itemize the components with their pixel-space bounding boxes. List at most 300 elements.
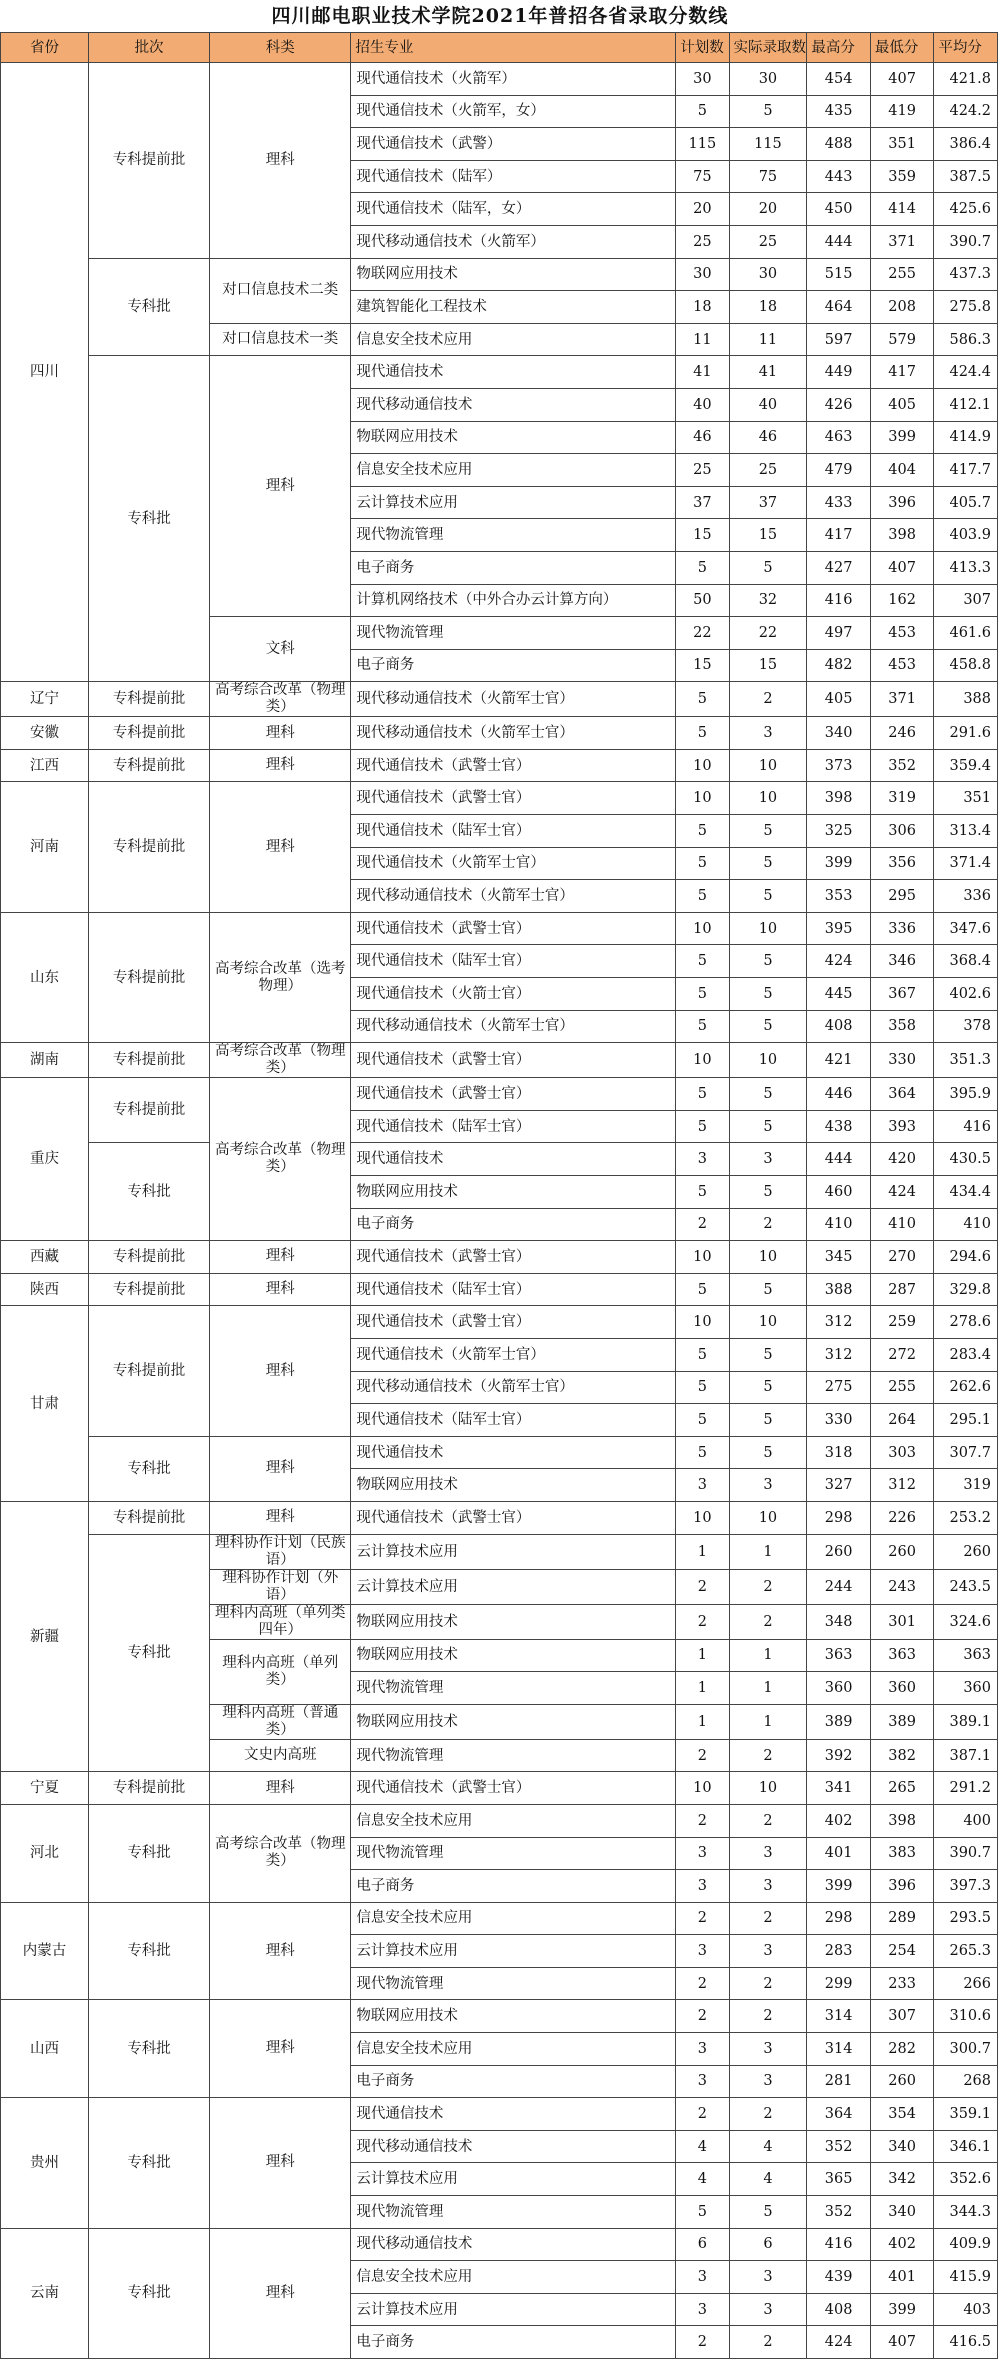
admitted-cell: 2 (729, 1902, 807, 1935)
category-cell: 理科 (210, 1436, 351, 1501)
min-score-cell: 208 (870, 291, 934, 324)
table-row (1, 1902, 998, 1935)
major-cell: 现代通信技术（武警士官） (351, 912, 676, 945)
table-row (1, 1273, 998, 1306)
plan-cell: 5 (676, 1273, 729, 1306)
admitted-cell: 5 (729, 1078, 807, 1111)
min-score-cell: 336 (870, 912, 934, 945)
major-cell: 现代通信技术（火箭军，女） (351, 95, 676, 128)
min-score-cell: 371 (870, 682, 934, 717)
min-score-cell: 407 (870, 551, 934, 584)
min-score-cell: 307 (870, 2000, 934, 2033)
major-cell: 现代通信技术（陆军，女） (351, 193, 676, 226)
plan-cell: 5 (676, 1371, 729, 1404)
admitted-cell: 5 (729, 1273, 807, 1306)
plan-cell: 10 (676, 782, 729, 815)
max-score-cell: 479 (807, 454, 871, 487)
major-cell: 现代通信技术（陆军士官） (351, 1404, 676, 1437)
max-score-cell: 360 (807, 1672, 871, 1705)
max-score-cell: 444 (807, 1143, 871, 1176)
major-cell: 现代通信技术 (351, 1143, 676, 1176)
avg-score-cell: 278.6 (934, 1306, 998, 1339)
min-score-cell: 358 (870, 1010, 934, 1043)
plan-cell: 3 (676, 2293, 729, 2326)
major-cell: 现代通信技术（陆军士官） (351, 815, 676, 848)
max-score-cell: 435 (807, 95, 871, 128)
admitted-cell: 10 (729, 1772, 807, 1805)
max-score-cell: 312 (807, 1306, 871, 1339)
max-score-cell: 388 (807, 1273, 871, 1306)
avg-score-cell: 417.7 (934, 454, 998, 487)
min-score-cell: 270 (870, 1241, 934, 1274)
avg-score-cell: 416 (934, 1110, 998, 1143)
avg-score-cell: 415.9 (934, 2261, 998, 2294)
admitted-cell: 2 (729, 682, 807, 717)
max-score-cell: 488 (807, 128, 871, 161)
table-row (1, 1501, 998, 1534)
major-cell: 云计算技术应用 (351, 2163, 676, 2196)
major-cell: 现代通信技术（武警士官） (351, 1043, 676, 1078)
plan-cell: 2 (676, 2000, 729, 2033)
min-score-cell: 255 (870, 258, 934, 291)
max-score-cell: 395 (807, 912, 871, 945)
category-cell: 高考综合改革（物理类） (210, 1804, 351, 1902)
avg-score-cell: 424.4 (934, 356, 998, 389)
max-score-cell: 482 (807, 649, 871, 682)
max-score-cell: 597 (807, 323, 871, 356)
max-score-cell: 345 (807, 1241, 871, 1274)
major-cell: 现代物流管理 (351, 1837, 676, 1870)
admitted-cell: 3 (729, 1935, 807, 1968)
avg-score-cell: 458.8 (934, 649, 998, 682)
min-score-cell: 233 (870, 1967, 934, 2000)
max-score-cell: 283 (807, 1935, 871, 1968)
avg-score-cell: 300.7 (934, 2033, 998, 2066)
avg-score-cell: 310.6 (934, 2000, 998, 2033)
category-cell: 理科协作计划（外语） (210, 1569, 351, 1604)
max-score-cell: 408 (807, 2293, 871, 2326)
plan-cell: 5 (676, 717, 729, 750)
max-score-cell: 416 (807, 2228, 871, 2261)
avg-score-cell: 368.4 (934, 945, 998, 978)
batch-cell: 专科批 (89, 258, 210, 356)
avg-score-cell: 414.9 (934, 421, 998, 454)
min-score-cell: 402 (870, 2228, 934, 2261)
category-cell: 文科 (210, 617, 351, 682)
batch-cell: 专科提前批 (89, 1273, 210, 1306)
major-cell: 现代移动通信技术（火箭军士官） (351, 880, 676, 913)
major-cell: 现代通信技术（武警士官） (351, 1501, 676, 1534)
min-score-cell: 330 (870, 1043, 934, 1078)
min-score-cell: 352 (870, 749, 934, 782)
plan-cell: 4 (676, 2163, 729, 2196)
plan-cell: 2 (676, 1208, 729, 1241)
batch-cell: 专科提前批 (89, 749, 210, 782)
avg-score-cell: 347.6 (934, 912, 998, 945)
admitted-cell: 11 (729, 323, 807, 356)
avg-score-cell: 351 (934, 782, 998, 815)
avg-score-cell: 324.6 (934, 1604, 998, 1639)
col-province-header: 省份 (1, 33, 89, 63)
table-row (1, 682, 998, 717)
avg-score-cell: 425.6 (934, 193, 998, 226)
max-score-cell: 402 (807, 1804, 871, 1837)
admitted-cell: 5 (729, 1436, 807, 1469)
avg-score-cell: 268 (934, 2065, 998, 2098)
avg-score-cell: 291.6 (934, 717, 998, 750)
min-score-cell: 371 (870, 225, 934, 258)
plan-cell: 40 (676, 388, 729, 421)
max-score-cell: 364 (807, 2098, 871, 2131)
table-row (1, 2228, 998, 2261)
avg-score-cell: 400 (934, 1804, 998, 1837)
major-cell: 现代通信技术 (351, 356, 676, 389)
admitted-cell: 4 (729, 2163, 807, 2196)
min-score-cell: 243 (870, 1569, 934, 1604)
category-cell: 高考综合改革（选考物理） (210, 912, 351, 1042)
admitted-cell: 115 (729, 128, 807, 161)
plan-cell: 5 (676, 551, 729, 584)
min-score-cell: 260 (870, 2065, 934, 2098)
max-score-cell: 314 (807, 2000, 871, 2033)
plan-cell: 2 (676, 1604, 729, 1639)
avg-score-cell: 412.1 (934, 388, 998, 421)
batch-cell: 专科批 (89, 2000, 210, 2098)
admitted-cell: 41 (729, 356, 807, 389)
plan-cell: 1 (676, 1704, 729, 1739)
category-cell: 高考综合改革（物理类） (210, 682, 351, 717)
max-score-cell: 399 (807, 1870, 871, 1903)
plan-cell: 1 (676, 1672, 729, 1705)
batch-cell: 专科提前批 (89, 912, 210, 1042)
max-score-cell: 424 (807, 2326, 871, 2359)
min-score-cell: 453 (870, 617, 934, 650)
admitted-cell: 5 (729, 880, 807, 913)
plan-cell: 15 (676, 649, 729, 682)
min-score-cell: 393 (870, 1110, 934, 1143)
admitted-cell: 2 (729, 1739, 807, 1772)
avg-score-cell: 329.8 (934, 1273, 998, 1306)
col-major-header: 招生专业 (351, 33, 676, 63)
min-score-cell: 264 (870, 1404, 934, 1437)
min-score-cell: 382 (870, 1739, 934, 1772)
table-row (1, 1436, 998, 1469)
major-cell: 现代物流管理 (351, 1967, 676, 2000)
province-cell: 甘肃 (1, 1306, 89, 1502)
max-score-cell: 327 (807, 1469, 871, 1502)
batch-cell: 专科批 (89, 356, 210, 682)
category-cell: 文史内高班 (210, 1739, 351, 1772)
min-score-cell: 287 (870, 1273, 934, 1306)
admitted-cell: 3 (729, 2033, 807, 2066)
category-cell: 理科 (210, 356, 351, 617)
max-score-cell: 392 (807, 1739, 871, 1772)
min-score-cell: 301 (870, 1604, 934, 1639)
major-cell: 现代移动通信技术 (351, 2130, 676, 2163)
plan-cell: 2 (676, 1902, 729, 1935)
admitted-cell: 10 (729, 749, 807, 782)
admitted-cell: 5 (729, 2196, 807, 2229)
table-row (1, 1306, 998, 1339)
col-batch-header: 批次 (89, 33, 210, 63)
major-cell: 现代通信技术 (351, 2098, 676, 2131)
max-score-cell: 449 (807, 356, 871, 389)
admitted-cell: 2 (729, 1604, 807, 1639)
batch-cell: 专科批 (89, 1534, 210, 1772)
avg-score-cell: 434.4 (934, 1176, 998, 1209)
table-row (1, 717, 998, 750)
plan-cell: 3 (676, 1935, 729, 1968)
max-score-cell: 444 (807, 225, 871, 258)
admitted-cell: 5 (729, 1338, 807, 1371)
avg-score-cell: 397.3 (934, 1870, 998, 1903)
category-cell: 理科内高班（普通类） (210, 1704, 351, 1739)
plan-cell: 2 (676, 1804, 729, 1837)
min-score-cell: 254 (870, 1935, 934, 1968)
admitted-cell: 10 (729, 1241, 807, 1274)
admitted-cell: 40 (729, 388, 807, 421)
avg-score-cell: 243.5 (934, 1569, 998, 1604)
min-score-cell: 289 (870, 1902, 934, 1935)
category-cell: 理科 (210, 1241, 351, 1274)
max-score-cell: 398 (807, 782, 871, 815)
batch-cell: 专科提前批 (89, 717, 210, 750)
admitted-cell: 2 (729, 1967, 807, 2000)
table-body (1, 63, 998, 2359)
avg-score-cell: 344.3 (934, 2196, 998, 2229)
admitted-cell: 5 (729, 945, 807, 978)
major-cell: 信息安全技术应用 (351, 1804, 676, 1837)
max-score-cell: 365 (807, 2163, 871, 2196)
category-cell: 理科 (210, 2000, 351, 2098)
min-score-cell: 405 (870, 388, 934, 421)
table-row (1, 2000, 998, 2033)
admitted-cell: 46 (729, 421, 807, 454)
major-cell: 现代通信技术（火箭军） (351, 63, 676, 96)
admitted-cell: 22 (729, 617, 807, 650)
avg-score-cell: 253.2 (934, 1501, 998, 1534)
table-row (1, 1043, 998, 1078)
avg-score-cell: 403.9 (934, 519, 998, 552)
avg-score-cell: 319 (934, 1469, 998, 1502)
major-cell: 计算机网络技术（中外合办云计算方向） (351, 584, 676, 617)
avg-score-cell: 262.6 (934, 1371, 998, 1404)
min-score-cell: 407 (870, 2326, 934, 2359)
max-score-cell: 433 (807, 486, 871, 519)
major-cell: 信息安全技术应用 (351, 2261, 676, 2294)
plan-cell: 115 (676, 128, 729, 161)
plan-cell: 5 (676, 2196, 729, 2229)
min-score-cell: 272 (870, 1338, 934, 1371)
major-cell: 云计算技术应用 (351, 1935, 676, 1968)
min-score-cell: 306 (870, 815, 934, 848)
avg-score-cell: 291.2 (934, 1772, 998, 1805)
admitted-cell: 3 (729, 1469, 807, 1502)
province-cell: 湖南 (1, 1043, 89, 1078)
max-score-cell: 426 (807, 388, 871, 421)
category-cell: 理科 (210, 1306, 351, 1436)
plan-cell: 5 (676, 1436, 729, 1469)
major-cell: 现代通信技术（火箭军士官） (351, 1338, 676, 1371)
avg-score-cell: 424.2 (934, 95, 998, 128)
plan-cell: 5 (676, 1010, 729, 1043)
max-score-cell: 515 (807, 258, 871, 291)
batch-cell: 专科提前批 (89, 1078, 210, 1143)
admitted-cell: 2 (729, 2000, 807, 2033)
admitted-cell: 15 (729, 519, 807, 552)
avg-score-cell: 421.8 (934, 63, 998, 96)
major-cell: 现代通信技术（陆军士官） (351, 1273, 676, 1306)
plan-cell: 2 (676, 2326, 729, 2359)
admitted-cell: 25 (729, 454, 807, 487)
admitted-cell: 2 (729, 2326, 807, 2359)
plan-cell: 3 (676, 1837, 729, 1870)
max-score-cell: 275 (807, 1371, 871, 1404)
max-score-cell: 299 (807, 1967, 871, 2000)
max-score-cell: 460 (807, 1176, 871, 1209)
major-cell: 信息安全技术应用 (351, 2033, 676, 2066)
province-cell: 宁夏 (1, 1772, 89, 1805)
min-score-cell: 424 (870, 1176, 934, 1209)
major-cell: 电子商务 (351, 2326, 676, 2359)
max-score-cell: 352 (807, 2130, 871, 2163)
plan-cell: 3 (676, 1143, 729, 1176)
province-cell: 贵州 (1, 2098, 89, 2228)
major-cell: 云计算技术应用 (351, 1534, 676, 1569)
major-cell: 现代物流管理 (351, 617, 676, 650)
plan-cell: 6 (676, 2228, 729, 2261)
plan-cell: 3 (676, 1870, 729, 1903)
avg-score-cell: 295.1 (934, 1404, 998, 1437)
col-category-header: 科类 (210, 33, 351, 63)
plan-cell: 10 (676, 1241, 729, 1274)
major-cell: 现代移动通信技术（火箭军士官） (351, 1371, 676, 1404)
table-row (1, 1804, 998, 1837)
min-score-cell: 398 (870, 1804, 934, 1837)
min-score-cell: 420 (870, 1143, 934, 1176)
max-score-cell: 325 (807, 815, 871, 848)
plan-cell: 5 (676, 847, 729, 880)
col-plan-header: 计划数 (676, 33, 729, 63)
plan-cell: 75 (676, 160, 729, 193)
major-cell: 现代移动通信技术 (351, 388, 676, 421)
max-score-cell: 244 (807, 1569, 871, 1604)
plan-cell: 41 (676, 356, 729, 389)
min-score-cell: 346 (870, 945, 934, 978)
admitted-cell: 10 (729, 1306, 807, 1339)
major-cell: 现代通信技术（陆军士官） (351, 945, 676, 978)
admitted-cell: 37 (729, 486, 807, 519)
avg-score-cell: 437.3 (934, 258, 998, 291)
min-score-cell: 259 (870, 1306, 934, 1339)
admitted-cell: 5 (729, 847, 807, 880)
admitted-cell: 3 (729, 2261, 807, 2294)
admitted-cell: 20 (729, 193, 807, 226)
min-score-cell: 340 (870, 2196, 934, 2229)
plan-cell: 4 (676, 2130, 729, 2163)
max-score-cell: 363 (807, 1639, 871, 1672)
batch-cell: 专科批 (89, 1804, 210, 1902)
batch-cell: 专科批 (89, 1902, 210, 2000)
min-score-cell: 162 (870, 584, 934, 617)
min-score-cell: 399 (870, 421, 934, 454)
min-score-cell: 389 (870, 1704, 934, 1739)
min-score-cell: 579 (870, 323, 934, 356)
max-score-cell: 443 (807, 160, 871, 193)
major-cell: 电子商务 (351, 1208, 676, 1241)
table-row (1, 2098, 998, 2131)
category-cell: 理科 (210, 717, 351, 750)
admitted-cell: 25 (729, 225, 807, 258)
major-cell: 物联网应用技术 (351, 1176, 676, 1209)
major-cell: 现代物流管理 (351, 1739, 676, 1772)
major-cell: 信息安全技术应用 (351, 1902, 676, 1935)
max-score-cell: 340 (807, 717, 871, 750)
batch-cell: 专科提前批 (89, 1772, 210, 1805)
category-cell: 理科 (210, 1772, 351, 1805)
category-cell: 理科内高班（单列类四年） (210, 1604, 351, 1639)
avg-score-cell: 378 (934, 1010, 998, 1043)
category-cell: 理科 (210, 63, 351, 259)
max-score-cell: 408 (807, 1010, 871, 1043)
admitted-cell: 18 (729, 291, 807, 324)
avg-score-cell: 416.5 (934, 2326, 998, 2359)
min-score-cell: 410 (870, 1208, 934, 1241)
min-score-cell: 407 (870, 63, 934, 96)
max-score-cell: 410 (807, 1208, 871, 1241)
min-score-cell: 364 (870, 1078, 934, 1111)
admitted-cell: 1 (729, 1704, 807, 1739)
plan-cell: 18 (676, 291, 729, 324)
admitted-cell: 3 (729, 1837, 807, 1870)
admitted-cell: 5 (729, 1110, 807, 1143)
plan-cell: 22 (676, 617, 729, 650)
plan-cell: 10 (676, 1043, 729, 1078)
plan-cell: 5 (676, 1404, 729, 1437)
avg-score-cell: 390.7 (934, 1837, 998, 1870)
max-score-cell: 446 (807, 1078, 871, 1111)
major-cell: 现代物流管理 (351, 2196, 676, 2229)
max-score-cell: 464 (807, 291, 871, 324)
province-cell: 陕西 (1, 1273, 89, 1306)
admitted-cell: 5 (729, 815, 807, 848)
min-score-cell: 255 (870, 1371, 934, 1404)
major-cell: 现代通信技术（武警士官） (351, 749, 676, 782)
plan-cell: 5 (676, 815, 729, 848)
plan-cell: 5 (676, 1078, 729, 1111)
plan-cell: 37 (676, 486, 729, 519)
avg-score-cell: 586.3 (934, 323, 998, 356)
avg-score-cell: 293.5 (934, 1902, 998, 1935)
plan-cell: 2 (676, 1739, 729, 1772)
avg-score-cell: 405.7 (934, 486, 998, 519)
min-score-cell: 340 (870, 2130, 934, 2163)
min-score-cell: 319 (870, 782, 934, 815)
major-cell: 现代通信技术（武警士官） (351, 1306, 676, 1339)
min-score-cell: 295 (870, 880, 934, 913)
admitted-cell: 30 (729, 63, 807, 96)
avg-score-cell: 283.4 (934, 1338, 998, 1371)
plan-cell: 10 (676, 1501, 729, 1534)
max-score-cell: 352 (807, 2196, 871, 2229)
admitted-cell: 1 (729, 1534, 807, 1569)
plan-cell: 30 (676, 258, 729, 291)
admitted-cell: 2 (729, 2098, 807, 2131)
admitted-cell: 5 (729, 1371, 807, 1404)
min-score-cell: 360 (870, 1672, 934, 1705)
plan-cell: 15 (676, 519, 729, 552)
max-score-cell: 463 (807, 421, 871, 454)
